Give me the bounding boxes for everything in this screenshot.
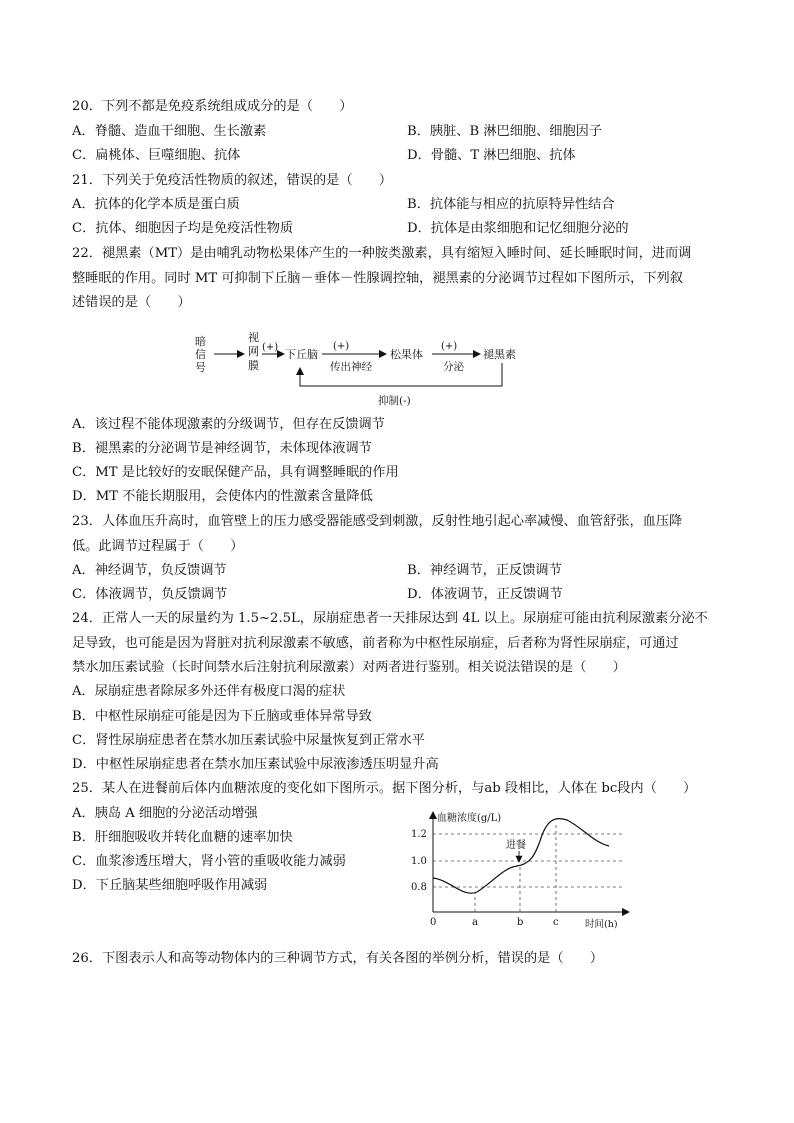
- q24-stem-line3: 禁水加压素试验（长时间禁水后注射抗利尿激素）对两者进行鉴别。相关说法错误的是（ ）: [72, 660, 626, 675]
- y-tick-1-0: 1.0: [411, 856, 427, 867]
- glucose-curve: [433, 819, 609, 894]
- inhibition-label: 抑制(-): [378, 395, 411, 407]
- x-tick-b: b: [517, 917, 524, 928]
- q25-option-a: A．胰岛 A 细胞的分泌活动增强: [72, 806, 258, 821]
- q20-option-d: D．骨髓、T 淋巴细胞、抗体: [407, 148, 576, 163]
- q23-stem-line2: 低。此调节过程属于（ ）: [72, 539, 244, 554]
- q25-option-d: D．下丘脑某些细胞呼吸作用减弱: [72, 878, 268, 893]
- x-tick-c: c: [553, 917, 559, 928]
- x-axis-label: 时间(h): [585, 919, 618, 930]
- q21-option-a: A．抗体的化学本质是蛋白质: [72, 197, 240, 212]
- dark-signal-char3: 号: [195, 361, 206, 374]
- q23-option-c: C．体液调节，负反馈调节: [72, 587, 228, 602]
- q24-stem-line2: 足导致，也可能是因为肾脏对抗利尿激素不敏感，前者称为中枢性尿崩症，后者称为肾性尿崩症，可通过: [72, 636, 679, 651]
- y-axis-label: 血糖浓度(g/L): [437, 813, 502, 824]
- plus-label-2: (+): [333, 341, 350, 352]
- x-tick-0: 0: [430, 917, 437, 928]
- pineal-label: 松果体: [390, 348, 423, 361]
- retina-char1: 视: [248, 331, 259, 344]
- q22-option-c: C．MT 是比较好的安眠保健产品，具有调整睡眠的作用: [72, 465, 399, 480]
- q21-option-d: D．抗体是由浆细胞和记忆细胞分泌的: [407, 221, 629, 236]
- q20-stem: 20．下列不都是免疫系统组成成分的是（ ）: [72, 99, 353, 114]
- q22-stem-line3: 述错误的是（ ）: [72, 295, 191, 310]
- q20-option-a: A．脊髓、造血干细胞、生长激素: [72, 124, 267, 139]
- q22-option-d: D．MT 不能长期服用，会使体内的性激素含量降低: [72, 489, 373, 504]
- plus-label-3: (+): [441, 341, 458, 352]
- q20-option-c: C．扁桃体、巨噬细胞、抗体: [72, 148, 241, 163]
- q24-option-c: C．肾性尿崩症患者在禁水加压素试验中尿量恢复到正常水平: [72, 733, 425, 748]
- blood-glucose-graph: [405, 806, 635, 932]
- y-tick-0-8: 0.8: [411, 882, 427, 893]
- q23-stem-line1: 23．人体血压升高时，血管壁上的压力感受器能感受到刺激，反射性地引起心率减慢、血管舒张，血压降: [72, 514, 683, 529]
- melatonin-label: 褪黑素: [483, 348, 516, 361]
- q23-option-d: D．体液调节，正反馈调节: [407, 587, 563, 602]
- dark-signal-char2: 信: [195, 348, 206, 361]
- q20-option-b: B．胰脏、B 淋巴细胞、细胞因子: [407, 124, 603, 139]
- plus-label-1: (+): [262, 342, 279, 353]
- q22-stem-line1: 22．褪黑素（MT）是由哺乳动物松果体产生的一种胺类激素，具有缩短入睡时间、延长睡眠时间，进而调: [72, 246, 692, 261]
- q21-option-b: B．抗体能与相应的抗原特异性结合: [407, 197, 615, 212]
- q25-stem: 25．某人在进餐前后体内血糖浓度的变化如下图所示。据下图分析，与ab 段相比，人体在 bc段内（ ）: [72, 781, 697, 796]
- q24-option-a: A．尿崩症患者除尿多外还伴有极度口渴的症状: [72, 684, 346, 699]
- q24-option-d: D．中枢性尿崩症患者在禁水加压素试验中尿液渗透压明显升高: [72, 757, 439, 772]
- q21-option-c: C．抗体、细胞因子均是免疫活性物质: [72, 221, 294, 236]
- q24-stem-line1: 24．正常人一天的尿量约为 1.5~2.5L，尿崩症患者一天排尿达到 4L 以上。尿崩症可能由抗利尿激素分泌不: [72, 611, 708, 626]
- meal-label: 进餐: [506, 840, 526, 851]
- q24-option-b: B．中枢性尿崩症可能是因为下丘脑或垂体异常导致: [72, 709, 372, 724]
- y-tick-1-2: 1.2: [411, 829, 427, 840]
- x-tick-a: a: [472, 917, 478, 928]
- hypothalamus-label: 下丘脑: [285, 348, 318, 361]
- dark-signal-char1: 暗: [195, 335, 206, 348]
- q22-option-a: A．该过程不能体现激素的分级调节，但存在反馈调节: [72, 417, 385, 432]
- q26-stem: 26．下图表示人和高等动物体内的三种调节方式，有关各图的举例分析，错误的是（ ）: [72, 951, 604, 966]
- q23-option-a: A．神经调节，负反馈调节: [72, 563, 227, 578]
- secretion-label: 分泌: [443, 361, 464, 373]
- retina-char3: 膜: [248, 359, 259, 372]
- q22-stem-line2: 整睡眠的作用。同时 MT 可抑制下丘脑－垂体－性腺调控轴，褪黑素的分泌调节过程如下图所示，下列叙: [72, 271, 683, 286]
- q22-option-b: B．褪黑素的分泌调节是神经调节，未体现体液调节: [72, 441, 372, 456]
- retina-char2: 网: [248, 345, 259, 358]
- melatonin-regulation-diagram: [190, 330, 530, 410]
- q25-option-b: B．肝细胞吸收并转化血糖的速率加快: [72, 830, 293, 845]
- q23-option-b: B．神经调节，正反馈调节: [407, 563, 562, 578]
- efferent-nerve-label: 传出神经: [330, 361, 372, 373]
- q21-stem: 21．下列关于免疫活性物质的叙述，错误的是（ ）: [72, 173, 393, 188]
- q25-option-c: C．血浆渗透压增大，肾小管的重吸收能力减弱: [72, 854, 346, 869]
